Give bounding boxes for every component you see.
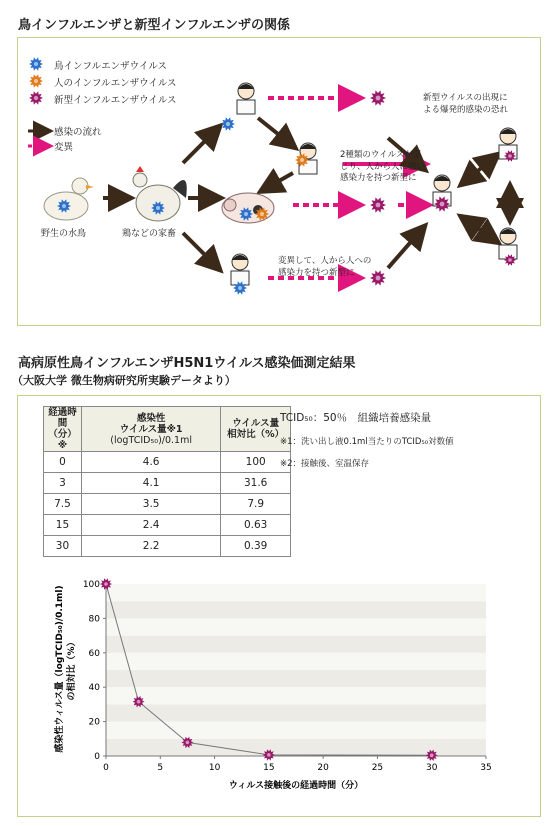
- note-1: ※1：洗い出し液0.1ml当たりのTCID₅₀対数値: [280, 437, 454, 447]
- legend-item-infection: 感染の流れ: [54, 127, 102, 138]
- y-axis-label-line1: 感染性ウィルス量（logTCID₅₀)/0.1ml): [55, 585, 65, 753]
- y-tick-label: 80: [88, 614, 100, 625]
- grid-band: [106, 687, 486, 704]
- flow-diagram-panel: [17, 37, 541, 326]
- section1-title: 鳥インフルエンザと新型インフルエンザの関係: [18, 18, 290, 33]
- table-row: 30 2.2 0.39: [44, 536, 291, 557]
- y-axis-label-line2: の相対比（%）: [67, 637, 77, 701]
- new-virus-icon-top: [370, 90, 386, 105]
- legend-bird-virus-icon: [29, 57, 43, 70]
- section2-subtitle: （大阪大学 微生物病研究所実験データより）: [12, 374, 236, 387]
- arrow-poultry-to-human-bottom: [183, 233, 218, 268]
- x-tick-label: 25: [371, 763, 384, 773]
- y-tick-label: 20: [88, 717, 100, 728]
- arrow-mix-to-pig: [263, 173, 293, 190]
- human-bird-virus-icon: [221, 117, 235, 130]
- legend-item-mutation: 変異: [54, 142, 74, 153]
- x-tick-label: 35: [480, 763, 492, 773]
- x-tick-label: 20: [317, 763, 329, 773]
- notes-block: [280, 410, 454, 469]
- grid-band: [106, 722, 486, 739]
- label-outbreak: 新型ウイルスの出現に よる爆発的感染の恐れ: [423, 93, 509, 115]
- section2-title: 高病原性鳥インフルエンザH5N1ウイルス感染価測定結果: [18, 356, 356, 371]
- grid-band: [106, 653, 486, 670]
- table-row: 3 4.1 31.6: [44, 473, 291, 494]
- x-tick-label: 15: [263, 763, 275, 773]
- arrow-new-to-person-bottom: [463, 218, 496, 241]
- x-tick-label: 5: [157, 763, 164, 773]
- duck-icon: [44, 178, 94, 220]
- note-2: ※2：接触後、室温保存: [280, 459, 370, 469]
- new-virus-icon-bottom: [370, 270, 386, 285]
- label-mutate: 変異して、人から人への 感染力を持つ新型に: [278, 256, 372, 278]
- grid-band: [106, 636, 486, 653]
- y-tick-label: 100: [82, 580, 100, 590]
- grid-band: [106, 618, 486, 635]
- table-row: 7.5 3.5 7.9: [44, 494, 291, 515]
- arrow-new-to-outbreak-bottom: [388, 228, 423, 268]
- relative-infectivity-chart: [18, 574, 540, 804]
- results-panel: [17, 395, 541, 817]
- y-tick-label: 40: [88, 683, 100, 694]
- legend-item-bird-virus: 鳥インフルエンザウイルス: [54, 61, 168, 72]
- legend-item-human-virus: 人のインフルエンザウイルス: [54, 78, 177, 89]
- grid-band: [106, 670, 486, 687]
- label-wild-bird: 野生の水鳥: [41, 229, 87, 239]
- x-tick-label: 0: [103, 763, 109, 773]
- x-tick-label: 30: [425, 763, 438, 773]
- x-tick-label: 10: [208, 763, 221, 773]
- person-icon-bottom: [231, 254, 249, 285]
- arrow-human-to-mix: [258, 118, 293, 146]
- table-row: 15 2.4 0.63: [44, 515, 291, 536]
- person-icon-top: [237, 83, 255, 114]
- arrow-new-to-person-top: [463, 156, 496, 183]
- legend-human-virus-icon: [29, 74, 43, 87]
- legend-item-new-virus: 新型インフルエンザウイルス: [54, 95, 177, 106]
- new-virus-icon-mid: [370, 197, 386, 212]
- x-axis-label: ウィルス接触後の経過時間（分）: [228, 781, 364, 791]
- arrow-poultry-to-human-top: [183, 128, 218, 163]
- grid-band: [106, 704, 486, 721]
- label-poultry: 鶏などの家畜: [122, 229, 177, 239]
- results-table: [43, 406, 291, 557]
- grid-band: [106, 601, 486, 618]
- note-tcid: TCID₅₀：50％ 組織培養感染量: [280, 412, 432, 424]
- th-relative: ウイルス量 相対比（%）: [221, 407, 291, 452]
- th-infectivity: 感染性 ウイルス量※1 (logTCID₅₀)/0.1ml: [81, 407, 220, 452]
- y-tick-label: 60: [88, 648, 100, 659]
- y-tick-label: 0: [94, 752, 100, 762]
- person-icon-new-bottom: [499, 228, 517, 259]
- table-row: 0 4.6 100: [44, 452, 291, 473]
- th-elapsed: 経過時間 （分）※: [44, 407, 82, 452]
- legend-new-virus-icon: [29, 91, 43, 104]
- label-mix: 2種類のウイルスが混 じり、人から人に強い 感染力を持つ新型に: [340, 150, 426, 183]
- grid-band: [106, 584, 486, 601]
